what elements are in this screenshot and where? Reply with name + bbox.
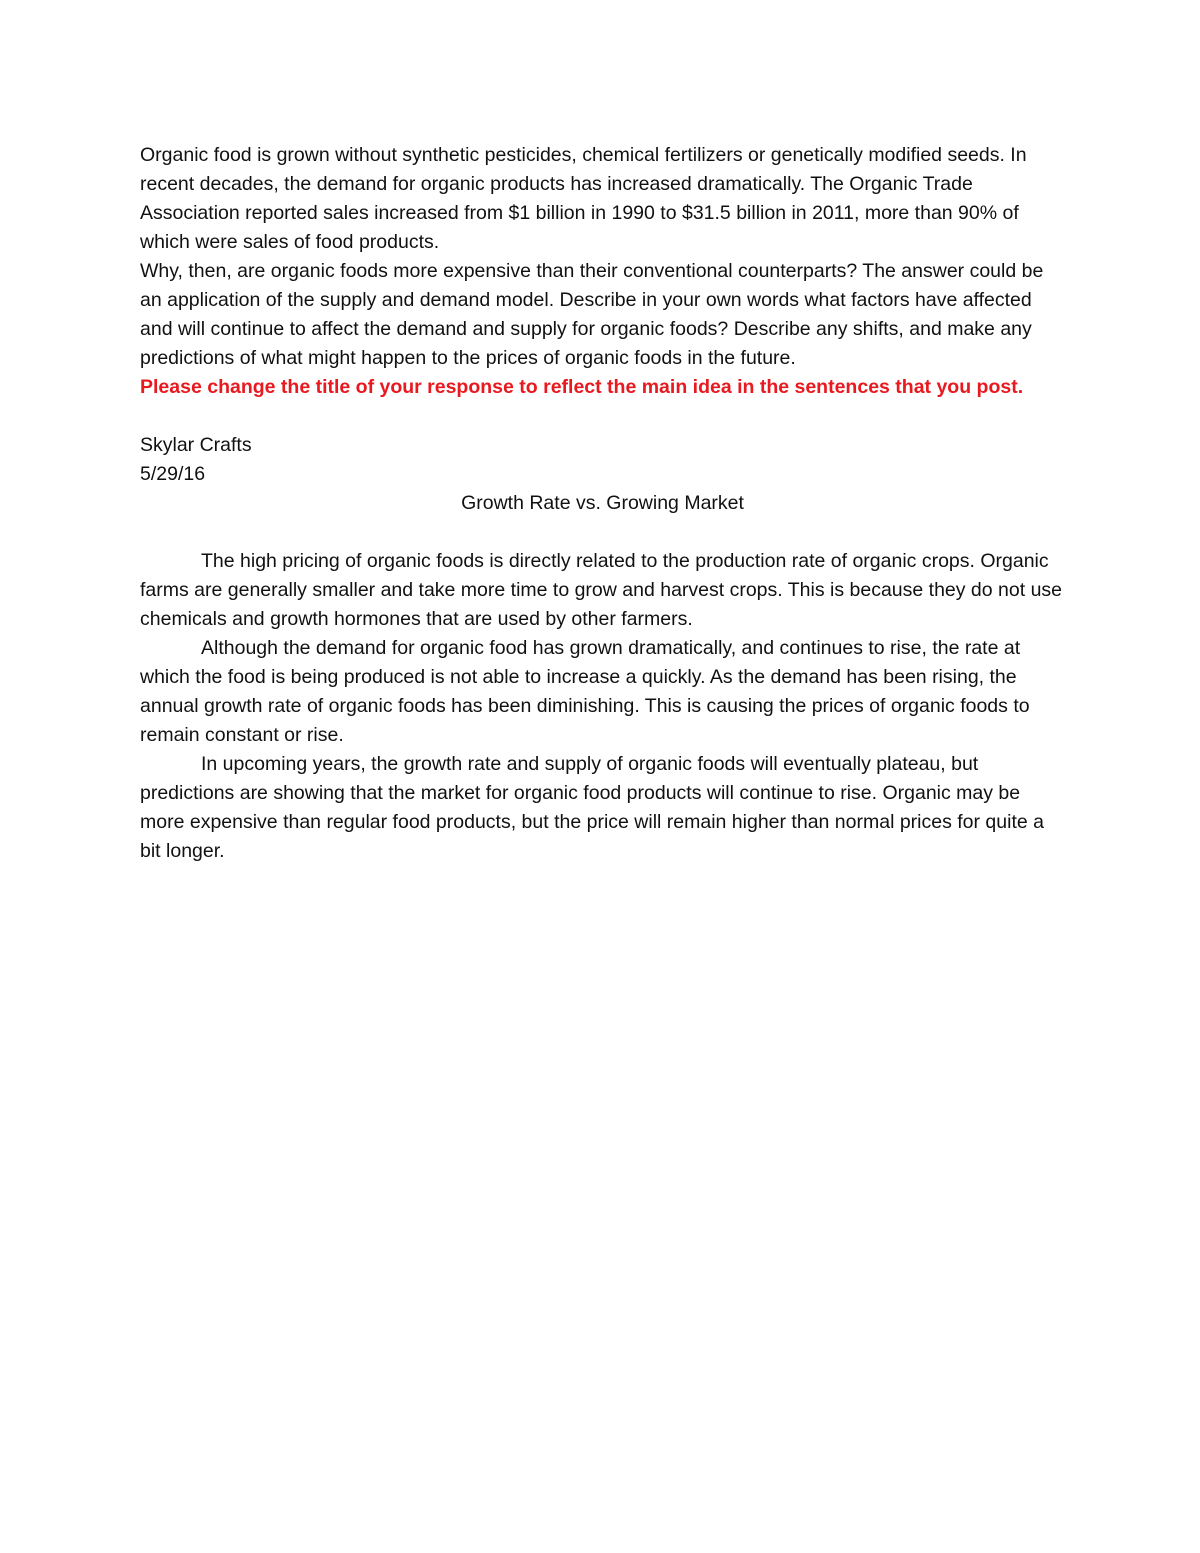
prompt-paragraph-question: Why, then, are organic foods more expensive than their conventional counterparts? The answer could be an application of the supply and demand model. Describe in your own words what factors have affected and will continue to affect the demand and supply for organic foods? Describe any shifts, and make any predictions of what might happen to the prices of organic foods in the future. [140, 260, 1044, 369]
prompt-instruction: Please change the title of your response to reflect the main idea in the sentences that you post. [140, 376, 1024, 398]
blank-line [140, 402, 1065, 431]
response-paragraph: In upcoming years, the growth rate and supply of organic foods will eventually plateau, but predictions are showing that the market for organic food products will continue to rise. Organic may be more expensive than regular food products, but the price will remain higher than normal prices for quite a bit longer. [140, 753, 1044, 862]
prompt-paragraph-intro: Organic food is grown without synthetic pesticides, chemical fertilizers or genetically modified seeds. In recent decades, the demand for organic products has increased dramatically. The Organic Trade Association reported sales increased from $1 billion in 1990 to $31.5 billion in 2011, more than 90% of which were sales of food products. [140, 144, 1027, 253]
response-title: Growth Rate vs. Growing Market [461, 492, 744, 514]
author-name: Skylar Crafts [140, 434, 252, 456]
blank-line [140, 518, 1065, 547]
response-paragraph: The high pricing of organic foods is directly related to the production rate of organic crops. Organic farms are generally smaller and take more time to grow and harvest crops. This is because they do not use chemicals and growth hormones that are used by other farmers. [140, 550, 1063, 630]
response-paragraph: Although the demand for organic food has grown dramatically, and continues to rise, the rate at which the food is being produced is not able to increase a quickly. As the demand has been rising, the annual growth rate of organic foods has been diminishing. This is causing the prices of organic foods to remain constant or rise. [140, 637, 1030, 746]
response-date: 5/29/16 [140, 463, 206, 485]
document-content [140, 141, 1065, 866]
